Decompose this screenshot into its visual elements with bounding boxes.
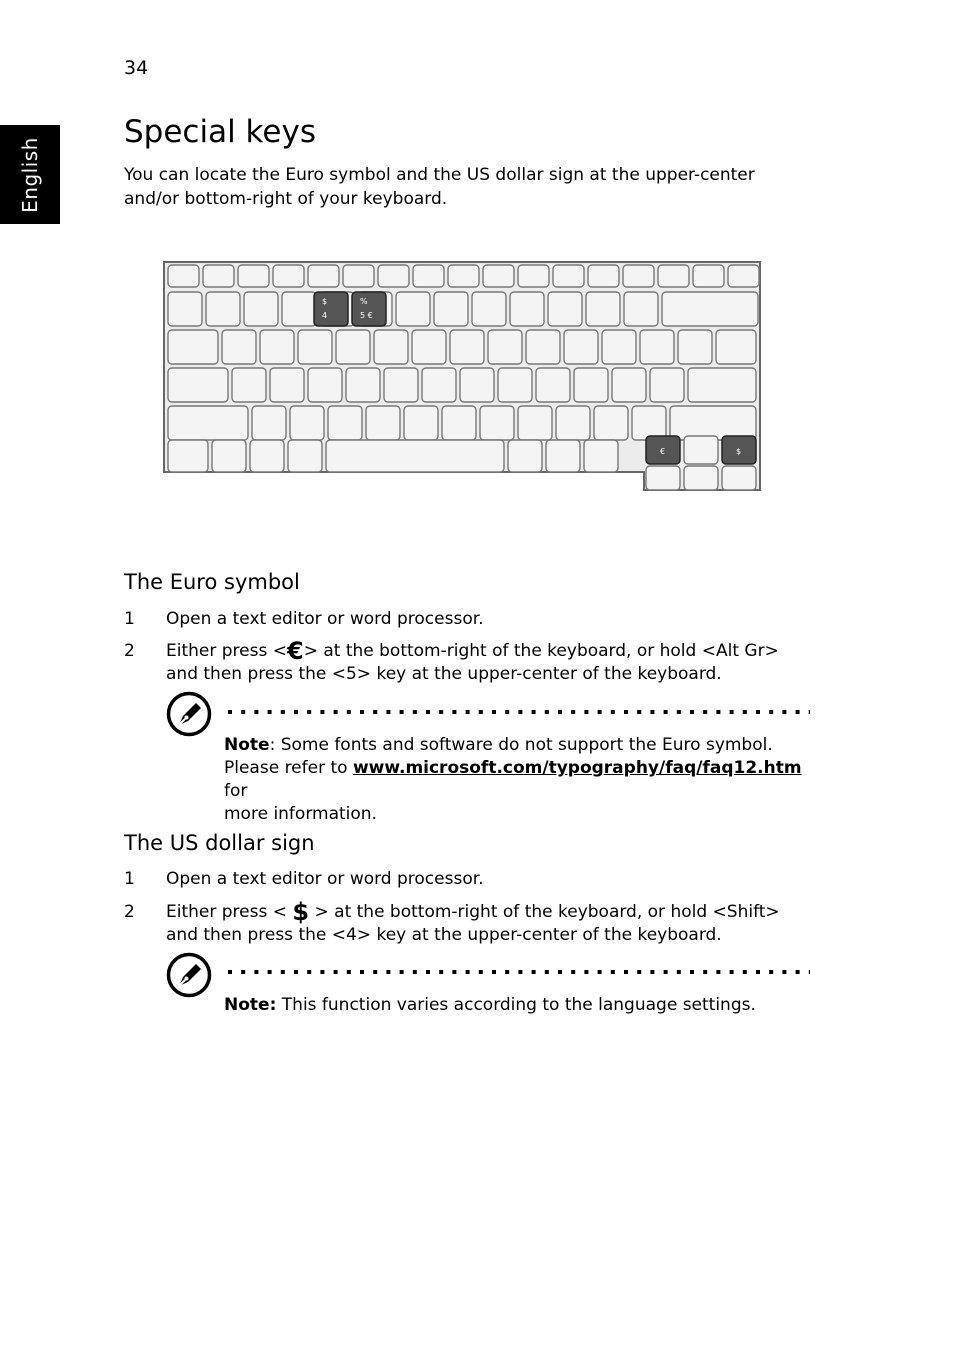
keyboard-key — [584, 440, 618, 472]
keyboard-key — [448, 265, 479, 287]
keyboard-key — [422, 368, 456, 402]
keyboard-key — [203, 265, 234, 287]
keyboard-key — [536, 368, 570, 402]
key-5-label: <5> — [331, 664, 372, 684]
note-divider-dots — [226, 709, 810, 715]
keyboard-illustration — [160, 258, 766, 498]
page-title: Special keys — [124, 114, 316, 150]
keyboard-key — [556, 406, 590, 440]
keyboard-key — [336, 330, 370, 364]
keyboard-key — [526, 330, 560, 364]
keyboard-key — [483, 265, 514, 287]
euro-symbol-icon: € — [286, 637, 304, 665]
keyboard-key — [282, 292, 316, 326]
keyboard-key — [413, 265, 444, 287]
language-side-tab — [0, 125, 60, 224]
keyboard-key — [396, 292, 430, 326]
keyboard-key — [366, 406, 400, 440]
step-number: 2 — [124, 641, 135, 661]
keyboard-key — [650, 368, 684, 402]
keyboard-key — [412, 330, 446, 364]
keyboard-key — [238, 265, 269, 287]
keyboard-key — [586, 292, 620, 326]
shift-key: <Shift> — [712, 902, 780, 922]
keyboard-key — [450, 330, 484, 364]
keyboard-key — [728, 265, 759, 287]
keyboard-key — [273, 265, 304, 287]
keyboard-key — [308, 368, 342, 402]
key-5-upper: % — [360, 297, 368, 306]
keyboard-key — [632, 406, 666, 440]
keyboard-key — [623, 265, 654, 287]
euro-section-heading: The Euro symbol — [124, 570, 300, 594]
keyboard-key — [472, 292, 506, 326]
keyboard-key — [244, 292, 278, 326]
alt-gr-key: <Alt Gr> — [701, 641, 779, 661]
keyboard-key — [488, 330, 522, 364]
keyboard-key — [624, 292, 658, 326]
keyboard-key — [612, 368, 646, 402]
keyboard-key — [168, 292, 202, 326]
keyboard-key — [222, 330, 256, 364]
keyboard-key — [346, 368, 380, 402]
keyboard-key — [212, 440, 246, 472]
keyboard-key — [270, 368, 304, 402]
keyboard-key — [460, 368, 494, 402]
keyboard-key — [684, 466, 718, 490]
keyboard-key — [168, 265, 199, 287]
keyboard-key — [288, 440, 322, 472]
note-divider-dots — [226, 969, 810, 975]
typography-faq-link[interactable]: www.microsoft.com/typography/faq/faq12.htm — [352, 758, 802, 778]
language-side-tab-label: English — [18, 136, 42, 213]
keyboard-key — [716, 330, 756, 364]
keyboard-key — [308, 265, 339, 287]
keyboard-key — [684, 436, 718, 464]
keyboard-key — [588, 265, 619, 287]
dollar-section-heading: The US dollar sign — [124, 831, 315, 855]
note-label: Note: — [224, 995, 277, 1015]
keyboard-key — [546, 440, 580, 472]
keyboard-key — [250, 440, 284, 472]
key-dollar-bottom-label: $ — [736, 447, 742, 456]
keyboard-key — [658, 265, 689, 287]
keyboard-key — [480, 406, 514, 440]
key-4-lower: 4 — [322, 311, 328, 320]
keyboard-key — [168, 406, 248, 440]
dollar-symbol-icon: $ — [292, 898, 310, 926]
keyboard-key — [508, 440, 542, 472]
keyboard-key — [510, 292, 544, 326]
keyboard-key — [434, 292, 468, 326]
keyboard-key — [594, 406, 628, 440]
dollar-note: Note: This function varies according to the language settings. — [224, 995, 756, 1015]
keyboard-key — [498, 368, 532, 402]
note-pen-icon — [166, 691, 212, 737]
keyboard-key — [326, 440, 504, 472]
keyboard-key — [404, 406, 438, 440]
keyboard-key — [206, 292, 240, 326]
keyboard-key — [688, 368, 756, 402]
keyboard-key — [662, 292, 758, 326]
keyboard-key — [260, 330, 294, 364]
keyboard-key — [384, 368, 418, 402]
keyboard-key — [670, 406, 756, 440]
keyboard-key — [298, 330, 332, 364]
keyboard-key — [640, 330, 674, 364]
key-euro-bottom-label: € — [660, 447, 666, 456]
keyboard-key — [564, 330, 598, 364]
keyboard-key — [518, 406, 552, 440]
key-5-lower: 5 € — [360, 311, 373, 320]
keyboard-key — [328, 406, 362, 440]
keyboard-key — [518, 265, 549, 287]
page-number: 34 — [124, 57, 149, 79]
step-number: 1 — [124, 869, 135, 889]
key-4-dollar — [314, 292, 348, 326]
keyboard-key — [168, 330, 218, 364]
keyboard-key — [442, 406, 476, 440]
keyboard-key — [646, 466, 680, 490]
key-5-euro — [352, 292, 386, 326]
euro-note: Note: Some fonts and software do not support the Euro symbol. Please refer to www.microsoft.com/typography/faq/faq12.htm for more information. — [224, 735, 802, 824]
keyboard-key — [602, 330, 636, 364]
keyboard-key — [290, 406, 324, 440]
step-number: 1 — [124, 609, 135, 629]
keyboard-key — [343, 265, 374, 287]
keyboard-key — [252, 406, 286, 440]
keyboard-key — [168, 368, 228, 402]
keyboard-key — [232, 368, 266, 402]
step-text: Open a text editor or word processor. — [166, 869, 484, 889]
keyboard-key — [693, 265, 724, 287]
keyboard-key — [678, 330, 712, 364]
note-pen-icon — [166, 952, 212, 998]
step-text: Open a text editor or word processor. — [166, 609, 484, 629]
keyboard-key — [574, 368, 608, 402]
intro-paragraph: You can locate the Euro symbol and the US dollar sign at the upper-center and/or bottom-right of your keyboard. — [124, 165, 755, 209]
keyboard-key — [378, 265, 409, 287]
keyboard-key — [553, 265, 584, 287]
keyboard-key — [548, 292, 582, 326]
keyboard-key — [374, 330, 408, 364]
keyboard-key — [722, 466, 756, 490]
note-label: Note — [224, 735, 270, 755]
step-number: 2 — [124, 902, 135, 922]
key-4-upper: $ — [322, 297, 328, 306]
keyboard-key — [168, 440, 208, 472]
key-4-label: <4> — [331, 925, 372, 945]
